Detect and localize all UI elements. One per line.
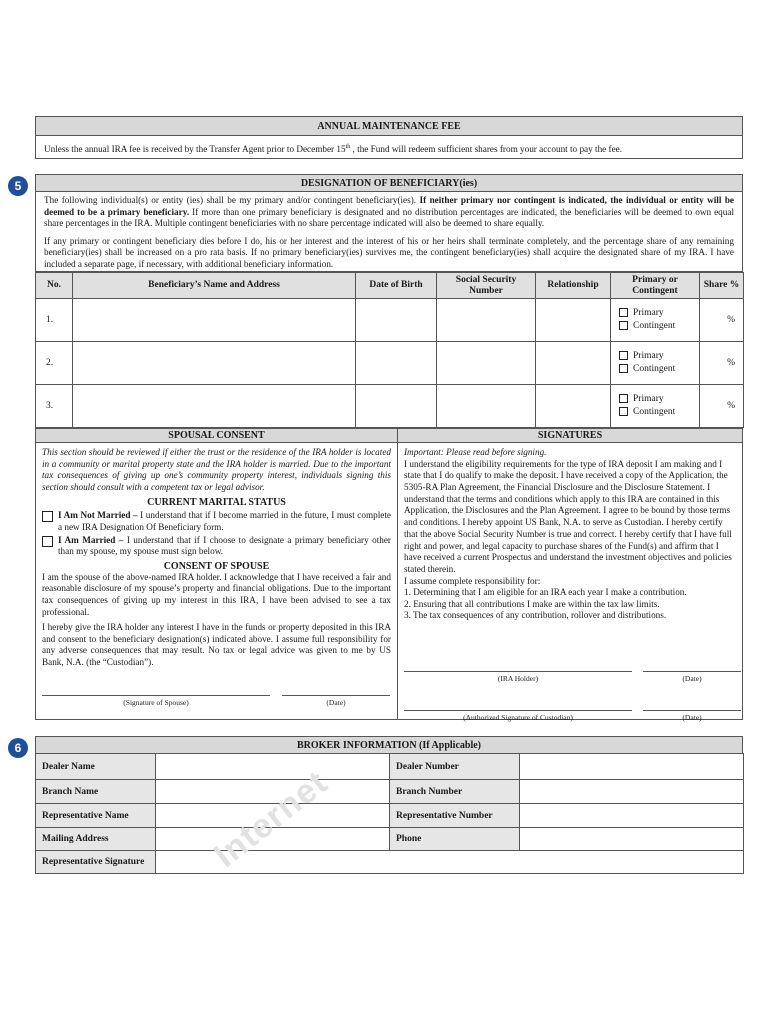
col-share: Share % xyxy=(700,273,744,299)
share-cell[interactable]: % xyxy=(700,299,744,342)
section-5-badge: 5 xyxy=(8,176,28,196)
rep-signature-label: Representative Signature xyxy=(36,851,156,874)
not-married-checkbox[interactable] xyxy=(42,511,53,522)
broker-row-signature xyxy=(36,851,744,874)
primary-label: Primary xyxy=(633,394,664,404)
spousal-consent-box xyxy=(35,442,398,720)
consent-para-2: I hereby give the IRA holder any interest I have in the funds or property deposited in this IRA and consent to the beneficiary designation(s) indicated above. I assume full responsibility for any adverse consequences that may result. No tax or legal advice was given to me by US Bank, N.A. (the “Custodian”). xyxy=(42,622,391,667)
row-number: 1. xyxy=(36,299,73,342)
consent-para-1: I am the spouse of the above-named IRA holder. I acknowledge that I have received a fair and reasonable disclosure of my spouse’s property and financial obligations. Due to the important tax consequences of giving up my interest in this IRA, I have been advised to see a tax professional. xyxy=(42,571,391,617)
responsibility-item-2: 2. Ensuring that all contributions I make are within the tax law limits. xyxy=(404,598,660,609)
primary-label: Primary xyxy=(633,351,664,361)
para1-b: If more than one primary beneficiary is designated and no distribution percentages are indicated, the beneficiaries will be deemed to own equal share percentages in the IRA. Multiple contingent beneficiaries with no share percentage indicated will also be deemed to share equally. xyxy=(44,206,735,229)
primary-checkbox[interactable] xyxy=(619,394,628,403)
contingent-label: Contingent xyxy=(633,407,676,417)
share-cell[interactable]: % xyxy=(700,342,744,385)
branch-number-label: Branch Number xyxy=(390,780,520,804)
beneficiary-header: DESIGNATION OF BENEFICIARY(ies) xyxy=(35,174,743,192)
annual-fee-sup: th xyxy=(345,144,351,150)
broker-row-branch xyxy=(36,780,744,804)
section-6-badge: 6 xyxy=(8,738,28,758)
table-row xyxy=(36,299,744,342)
col-primary-contingent: Primary or Contingent xyxy=(611,273,700,299)
broker-row-mailing xyxy=(36,828,744,851)
contingent-label: Contingent xyxy=(633,321,676,331)
annual-fee-text-b: , the Fund will redeem sufficient shares from your account to pay the fee. xyxy=(350,144,623,155)
table-row xyxy=(36,385,744,428)
spouse-date-line[interactable]: (Date) xyxy=(282,695,390,707)
signatures-header: SIGNATURES xyxy=(397,428,743,443)
signatures-body: I understand the eligibility requirements for the type of IRA deposit I am making and I state that I do qualify to make the deposit. I have received a copy of the Application, the 5305-RA Plan Agreement, the Financial Disclosure and the Disclosure Statement. I understand that the terms and conditions which apply to this IRA are contained in this Application, the Disclosures and the Plan Agreement. I agree to be bound by those terms and conditions. I hereby appoint US Bank, N.A. to serve as Custodian. I hereby certify that the above Social Security Number is true and correct. I hereby certify that I have full right and power, and legal capacity to purchase shares of the Fund(s) and affirm that I have received a current Prospectus and understand the investment objectives and policies stated therein. xyxy=(404,458,732,574)
primary-contingent-cell xyxy=(611,299,700,342)
custodian-date-line[interactable]: (Date) xyxy=(643,710,741,722)
row-number: 2. xyxy=(36,342,73,385)
primary-label: Primary xyxy=(633,308,664,318)
col-name: Beneficiary’s Name and Address xyxy=(73,273,356,299)
name-address-cell[interactable] xyxy=(73,385,356,428)
internet-watermark: Internet xyxy=(207,763,336,875)
branch-name-label: Branch Name xyxy=(36,780,156,804)
spouse-signature-line[interactable]: (Signature of Spouse) xyxy=(42,695,270,707)
primary-checkbox[interactable] xyxy=(619,351,628,360)
phone-field[interactable] xyxy=(520,828,744,851)
not-married-option xyxy=(42,510,391,533)
contingent-checkbox[interactable] xyxy=(619,407,628,416)
col-relationship: Relationship xyxy=(536,273,611,299)
name-address-cell[interactable] xyxy=(73,342,356,385)
ssn-cell[interactable] xyxy=(437,385,536,428)
contingent-checkbox[interactable] xyxy=(619,364,628,373)
mailing-address-label: Mailing Address xyxy=(36,828,156,851)
spousal-consent-header: SPOUSAL CONSENT xyxy=(35,428,398,443)
relationship-cell[interactable] xyxy=(536,385,611,428)
rep-name-label: Representative Name xyxy=(36,804,156,828)
broker-info-header: BROKER INFORMATION (If Applicable) xyxy=(35,736,743,754)
ssn-cell[interactable] xyxy=(437,299,536,342)
contingent-label: Contingent xyxy=(633,364,676,374)
annual-fee-header: ANNUAL MAINTENANCE FEE xyxy=(35,116,743,136)
rep-number-field[interactable] xyxy=(520,804,744,828)
rep-number-label: Representative Number xyxy=(390,804,520,828)
not-married-bold: I Am Not Married – xyxy=(58,510,141,521)
dob-cell[interactable] xyxy=(356,342,437,385)
ira-holder-signature-line[interactable]: (IRA Holder) xyxy=(404,671,632,683)
branch-number-field[interactable] xyxy=(520,780,744,804)
marital-status-title: CURRENT MARITAL STATUS xyxy=(147,497,286,509)
col-dob: Date of Birth xyxy=(356,273,437,299)
contingent-checkbox[interactable] xyxy=(619,321,628,330)
col-no: No. xyxy=(36,273,73,299)
relationship-cell[interactable] xyxy=(536,342,611,385)
primary-contingent-cell xyxy=(611,385,700,428)
married-option xyxy=(42,535,391,558)
dob-cell[interactable] xyxy=(356,385,437,428)
broker-row-representative xyxy=(36,804,744,828)
married-bold: I Am Married – xyxy=(58,534,127,545)
dealer-name-field[interactable] xyxy=(156,754,390,780)
spousal-intro: This section should be reviewed if either the trust or the residence of the IRA holder is located in a community or marital property state and the IRA holder is married. Due to the important tax consequences of giving up one’s community property interest, individuals signing this section should consult with a competent tax or legal advisor. xyxy=(42,447,391,492)
relationship-cell[interactable] xyxy=(536,299,611,342)
share-cell[interactable]: % xyxy=(700,385,744,428)
name-address-cell[interactable] xyxy=(73,299,356,342)
annual-fee-text xyxy=(35,135,743,159)
responsibility-item-1: 1. Determining that I am eligible for an IRA each year I make a contribution. xyxy=(404,587,687,598)
dealer-number-label: Dealer Number xyxy=(390,754,520,780)
consent-of-spouse-title: CONSENT OF SPOUSE xyxy=(163,560,270,572)
custodian-signature-line[interactable]: (Authorized Signature of Custodian) xyxy=(404,710,632,722)
broker-info-table xyxy=(35,753,744,874)
ssn-cell[interactable] xyxy=(437,342,536,385)
assume-responsibility: I assume complete responsibility for: xyxy=(404,575,541,586)
primary-contingent-cell xyxy=(611,342,700,385)
para1-bold: If neither primary nor contingent is indicated, the individual or entity will be deemed to be a primary beneficiary. xyxy=(44,195,735,217)
table-row xyxy=(36,342,744,385)
not-married-text: I understand that if I become married in the future, I must complete a new IRA Designation Of Beneficiary form. xyxy=(58,510,391,532)
married-text: I understand that if I choose to designate a primary beneficiary other than my spouse, my spouse must sign below. xyxy=(58,534,391,557)
responsibility-item-3: 3. The tax consequences of any contribution, rollover and distributions. xyxy=(404,610,667,621)
dealer-number-field[interactable] xyxy=(520,754,744,780)
col-ssn: Social Security Number xyxy=(437,273,536,299)
broker-row-dealer xyxy=(36,754,744,780)
annual-fee-text-a: Unless the annual IRA fee is received by the Transfer Agent prior to December 15 xyxy=(44,144,346,155)
beneficiary-para-2: If any primary or contingent beneficiary dies before I do, his or her interest and the interest of his or her heirs shall terminate completely, and the percentage share of any remaining beneficiary(ies) shall be increased on a pro rata basis. If no primary beneficiary(ies) survives me, the contingent beneficiary(ies) shall acquire the designated share of my IRA. I have included a separate page, if necessary, with additional beneficiary information. xyxy=(44,235,734,269)
beneficiary-table xyxy=(35,272,744,428)
dealer-name-label: Dealer Name xyxy=(36,754,156,780)
phone-label: Phone xyxy=(390,828,520,851)
beneficiary-text-box xyxy=(35,191,743,272)
para1-a: The following individual(s) or entity (ies) shall be my primary and/or contingent beneficiary(ies). xyxy=(44,195,420,205)
married-checkbox[interactable] xyxy=(42,536,53,547)
beneficiary-para-1 xyxy=(44,195,734,230)
ira-holder-date-line[interactable]: (Date) xyxy=(643,671,741,683)
important-note: Important: Please read before signing. xyxy=(404,447,547,457)
row-number: 3. xyxy=(36,385,73,428)
dob-cell[interactable] xyxy=(356,299,437,342)
primary-checkbox[interactable] xyxy=(619,308,628,317)
